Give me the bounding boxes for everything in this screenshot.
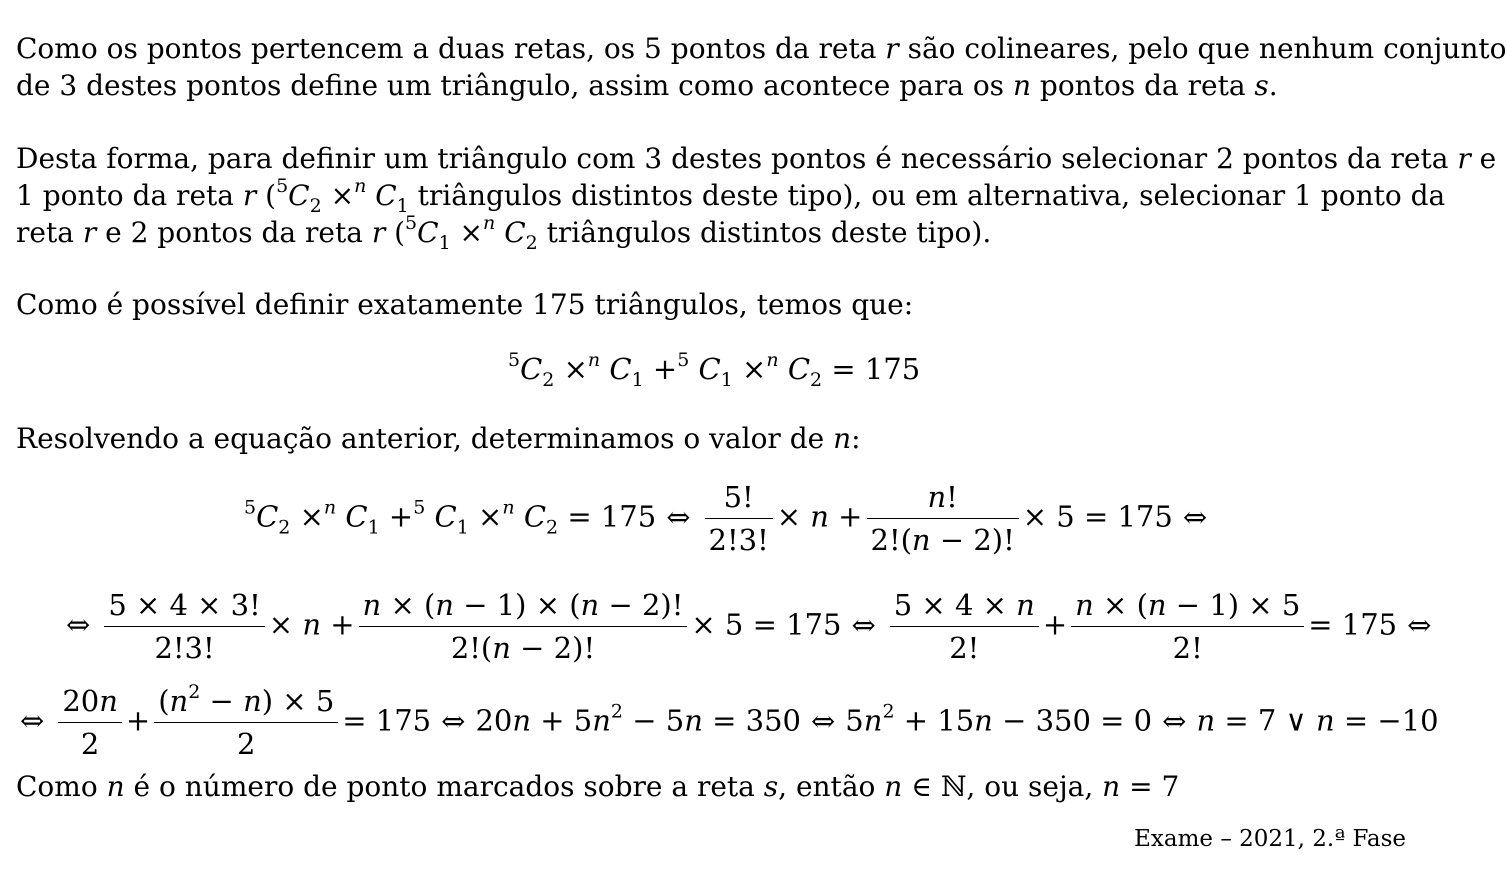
equation-main: $^5C_2 \times^n$ $C_1 +^5$ $C_1 \times^n$ $C_2 = 175$ bbox=[508, 349, 921, 391]
fraction: $\frac{5 \times 4 \times n}{2!}$ bbox=[890, 588, 1039, 665]
paragraph-collinear bbox=[16, 30, 1507, 104]
text-line: reta r e 2 pontos da reta r ($^5C_1 \times^n$ $C_2$ triângulos distintos deste tipo). bbox=[16, 212, 992, 254]
equation-step-2: ⇔ $\frac{5 \times 4 \times 3!}{2!3!}$ × n + $\frac{n \times (n - 1) \times (n - 2)!}{2!(n - 2)!}$ × 5 = 175 ⇔ $\frac{5 \times 4 \times n}{2!}$ + $\frac{n \times (n - 1) \times 5}{2!}$ = 175 ⇔ bbox=[66, 588, 1432, 665]
text-line: de 3 destes pontos define um triângulo, assim como acontece para os n pontos da reta s. bbox=[16, 69, 1278, 102]
paragraph-selection bbox=[16, 140, 1497, 254]
text-line: Como os pontos pertencem a duas retas, os 5 pontos da reta r são colineares, pelo que nenhum conjunto bbox=[16, 32, 1507, 65]
fraction: $\frac{n \times (n - 1) \times 5}{2!}$ bbox=[1071, 588, 1304, 665]
fraction: $\frac{5!}{2!3!}$ bbox=[705, 480, 773, 557]
fraction: $\frac{(n^2 - n) \times 5}{2}$ bbox=[154, 684, 338, 761]
equation-step-1: $^5C_2 \times^n$ $C_1 +^5$ $C_1 \times^n$ $C_2 = 175$ ⇔ $\frac{5!}{2!3!}$ × n + $\frac{n!}{2!(n - 2)!}$ × 5 = 175 ⇔ bbox=[244, 480, 1208, 557]
paragraph-conclusion bbox=[16, 768, 1408, 805]
text-line: Como n é o número de ponto marcados sobre a reta s, então n ∈ ℕ, ou seja, n = 7 bbox=[16, 770, 1180, 803]
equation-step-3: ⇔ $\frac{20n}{2}$ + $\frac{(n^2 - n) \times 5}{2}$ = 175 ⇔ $20n + 5n^2 - 5n = 350$ ⇔ $5n^2 + 15n - 350 = 0$ ⇔ n = 7 ∨ n = −10 bbox=[20, 681, 1439, 761]
paragraph-175 bbox=[16, 286, 1408, 323]
text-line: 1 ponto da reta r ($^5C_2 \times^n$ $C_1$ triângulos distintos deste tipo), ou em alternativa, selecionar 1 ponto da bbox=[16, 175, 1446, 217]
fraction: $\frac{n!}{2!(n - 2)!}$ bbox=[867, 480, 1019, 557]
exam-source: Exame – 2021, 2.ª Fase bbox=[1134, 826, 1406, 852]
text-line: Desta forma, para definir um triângulo com 3 destes pontos é necessário selecionar 2 pontos da reta r e bbox=[16, 142, 1497, 175]
fraction: $\frac{20n}{2}$ bbox=[58, 684, 122, 761]
text-line: Resolvendo a equação anterior, determinamos o valor de n: bbox=[16, 422, 861, 455]
text-line: Como é possível definir exatamente 175 triângulos, temos que: bbox=[16, 288, 914, 321]
fraction: $\frac{n \times (n - 1) \times (n - 2)!}{2!(n - 2)!}$ bbox=[359, 588, 688, 665]
paragraph-solve bbox=[16, 420, 1408, 457]
fraction: $\frac{5 \times 4 \times 3!}{2!3!}$ bbox=[104, 588, 264, 665]
